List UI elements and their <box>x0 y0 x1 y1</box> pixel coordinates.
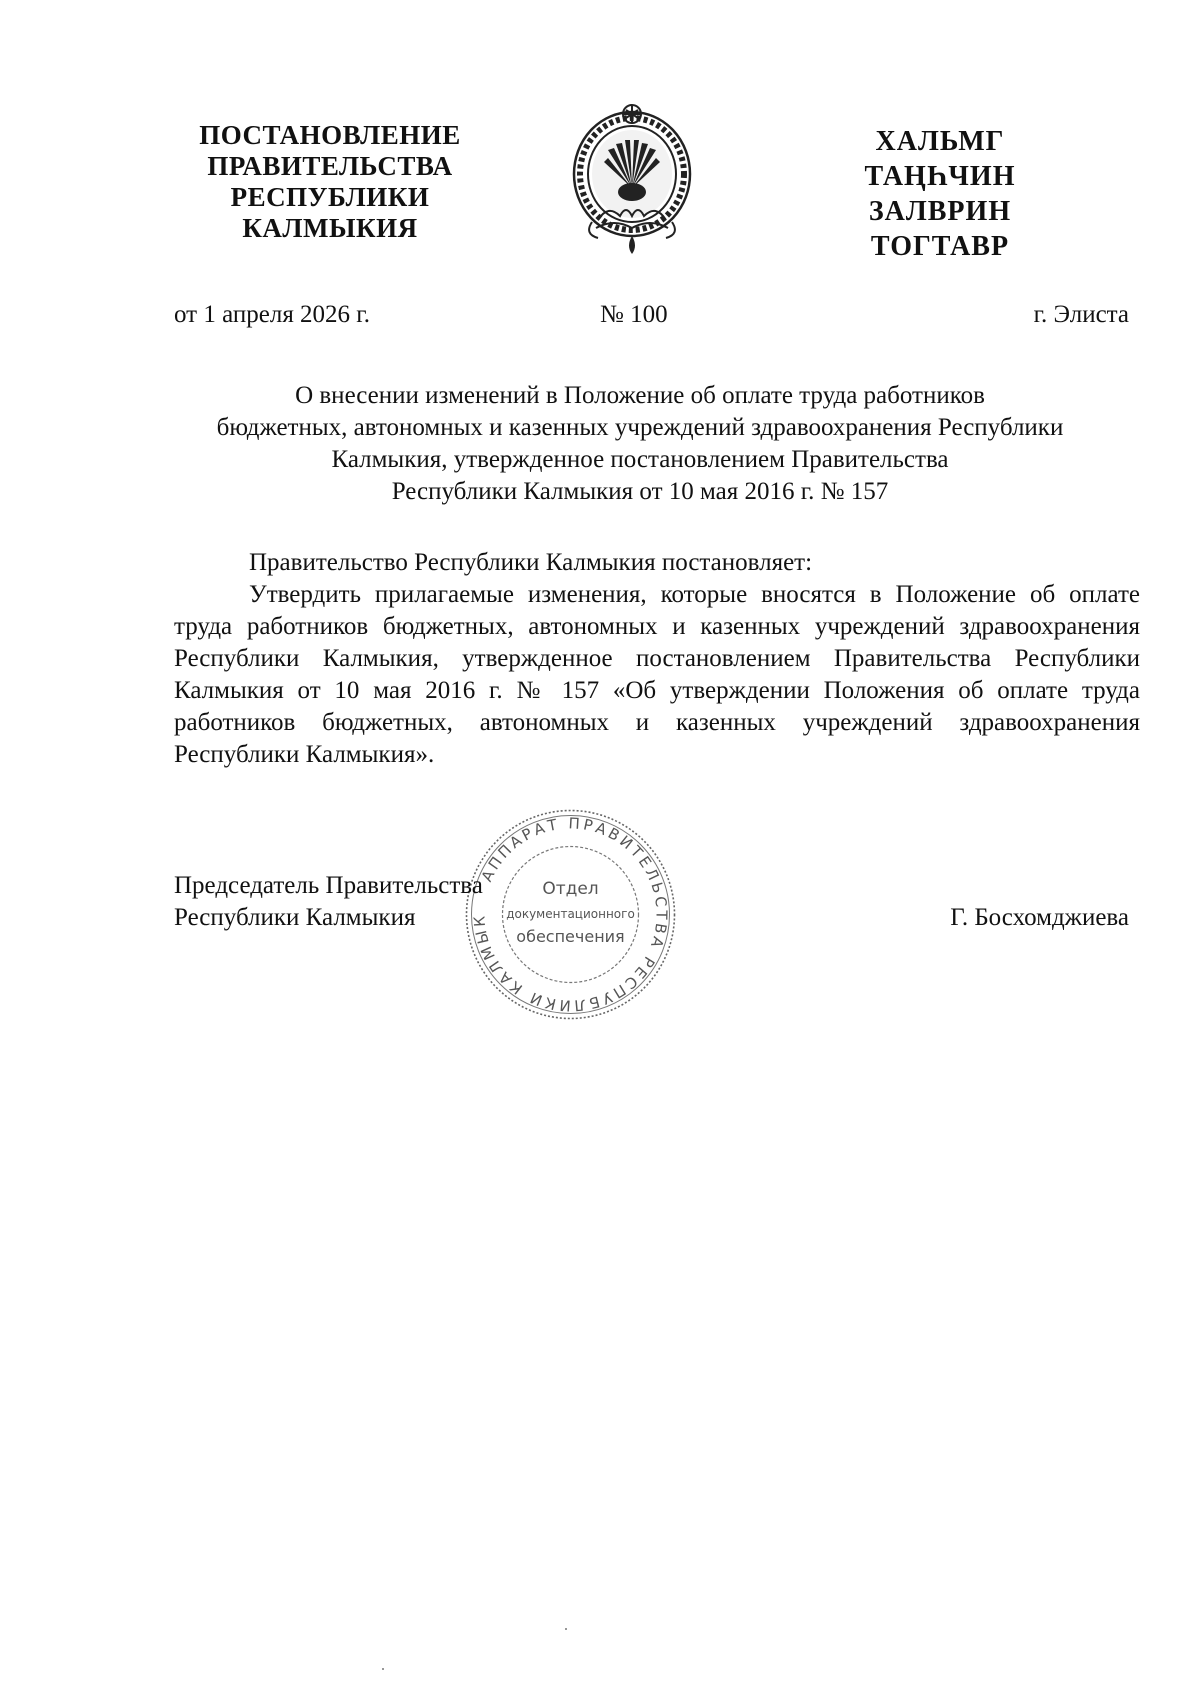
document-city: г. Элиста <box>1033 301 1129 328</box>
signatory-position-line: Председатель Правительства <box>174 872 483 899</box>
header-left-line: КАЛМЫКИЯ <box>242 213 418 243</box>
signatory-name: Г. Босхомджиева <box>950 904 1129 931</box>
header-left-title <box>170 120 490 244</box>
scan-speck <box>382 1668 384 1670</box>
document-body <box>174 547 1140 771</box>
body-paragraph: Утвердить прилагаемые изменения, которые вносятся в Положение об оплате труда работников бюджетных, автономных и казенных учреждений здравоохранения Республики Калмыкия, утвержденное постановлением Правительства Республики Калмыкия от 10 мая 2016 г. № 157 «Об утверждении Положения об оплате труда работников бюджетных, автономных и казенных учреждений здравоохранения Республики Калмыкия». <box>174 581 1140 768</box>
header-right-line: ХАЛЬМГ <box>875 126 1005 157</box>
coat-of-arms-kalmykia-icon <box>568 100 696 260</box>
scan-speck <box>565 1628 567 1630</box>
signatory-position <box>174 870 483 934</box>
seal-ring-text: АППАРАТ ПРАВИТЕЛЬСТВА РЕСПУБЛИКИ КАЛМЫК <box>470 814 671 1015</box>
body-preamble: Правительство Республики Калмыкия постановляет: <box>249 549 813 576</box>
seal-center-line: документационного <box>506 907 635 921</box>
signatory-position-line: Республики Калмыкия <box>174 904 416 931</box>
official-seal <box>458 802 683 1027</box>
header-right-title <box>820 124 1060 264</box>
document-number: № 100 <box>600 301 668 328</box>
header-right-line: ТОГТАВР <box>870 231 1010 262</box>
title-line: Калмыкия, утвержденное постановлением Правительства <box>331 446 949 473</box>
header-right-line: ЗАЛВРИН <box>868 196 1012 227</box>
document-title <box>150 380 1130 508</box>
header-left-line: ПОСТАНОВЛЕНИЕ <box>199 120 461 150</box>
title-line: бюджетных, автономных и казенных учреждений здравоохранения Республики <box>216 414 1064 441</box>
seal-center-line: Отдел <box>542 879 599 899</box>
document-date: от 1 апреля 2026 г. <box>174 301 370 328</box>
seal-center-line: обеспечения <box>516 927 625 946</box>
header-left-line: ПРАВИТЕЛЬСТВА <box>207 151 453 181</box>
title-line: О внесении изменений в Положение об оплате труда работников <box>295 382 985 409</box>
header-left-line: РЕСПУБЛИКИ <box>230 182 430 212</box>
header-right-line: ТАҢҺЧИН <box>864 161 1016 192</box>
title-line: Республики Калмыкия от 10 мая 2016 г. № 157 <box>391 478 889 505</box>
